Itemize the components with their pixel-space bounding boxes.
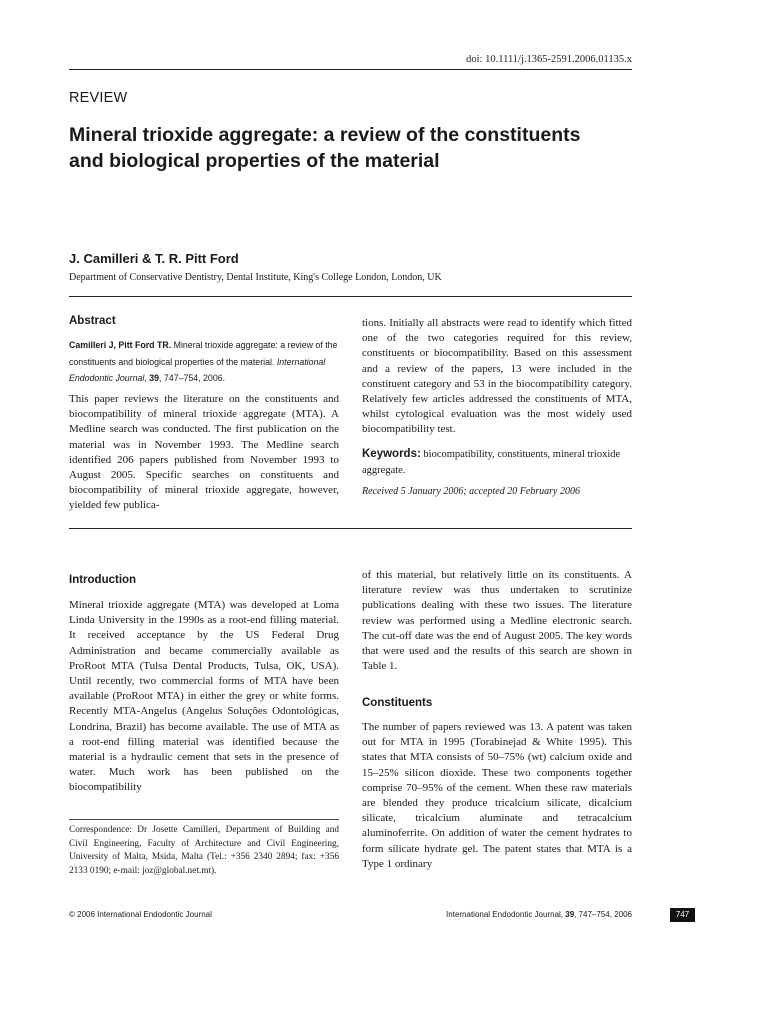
- citation-authors: Camilleri J, Pitt Ford TR.: [69, 340, 172, 350]
- citation-journal: International Endodontic Journal: [69, 356, 326, 383]
- authors: J. Camilleri & T. R. Pitt Ford: [69, 251, 239, 266]
- abstract-top-rule: [69, 296, 632, 297]
- page-number: 747: [670, 908, 695, 922]
- doi: doi: 10.1111/j.1365-2591.2006.01135.x: [466, 54, 632, 65]
- footer-journal: [446, 910, 632, 919]
- article-title: Mineral trioxide aggregate: a review of the constituents and biological properties of the material: [69, 124, 581, 172]
- introduction-text-continued: of this material, but relatively little on its constituents. A literature review was thus undertaken to scrutinize publications dealing with these two issues. The literature review was performed using a Medline electronic search. The cut-off date was the end of August 2005. The key words that were used and the results of this search are shown in Table 1.: [362, 569, 632, 673]
- citation-pages: , 747–754, 2006.: [159, 373, 226, 383]
- footer-volume: 39: [565, 910, 575, 919]
- citation-title: Mineral trioxide aggregate: a review of the constituents and biological properties of the material.: [69, 340, 338, 367]
- introduction-text: Mineral trioxide aggregate (MTA) was developed at Loma Linda University in the 1990s as a root-end filling material. It received acceptance by the US Federal Drug Administration and became commercially available as ProRoot MTA (Tulsa Dental Products, Tulsa, OK, USA). Until recently, two commercial forms of MTA have been available (ProRoot MTA) in either the grey or white forms. Recently MTA-Angelus (Angelus Soluções Odontológicas, Londrina, Brazil) has become available. The use of MTA as a root-end filling material was identified because the material is a hydraulic cement that sets in the presence of water. Much work has been published on the biocompatibility: [69, 599, 339, 794]
- footer-journal-name: International Endodontic Journal,: [446, 910, 564, 919]
- header-rule: [69, 69, 632, 70]
- introduction-heading: Introduction: [69, 574, 137, 586]
- correspondence: Correspondence: Dr Josette Camilleri, Department of Building and Civil Engineering, Faculty of Architecture and Civil Engineering, University of Malta, Msida, Malta (Tel.: +356 2340 2894; fax: +356 2133 0190; e-mail: joz@global.net.mt).: [69, 825, 339, 876]
- constituents-heading: Constituents: [362, 697, 433, 709]
- abstract-text-right: tions. Initially all abstracts were read to identify which fitted one of the two categories required for this review, constituents or biocompatibility. Based on this assessment and a review of the papers, 13 were included in the constituent category and 53 in the biocompatibility category. Relatively few articles addressed the constituents of MTA, whilst cytological evaluation was the most widely used biocompatibility test.: [362, 317, 632, 436]
- abstract-heading: Abstract: [69, 315, 116, 327]
- abstract-bottom-rule: [69, 528, 632, 529]
- received-dates: Received 5 January 2006; accepted 20 February 2006: [362, 486, 580, 497]
- keywords: [362, 446, 632, 479]
- affiliation: Department of Conservative Dentistry, Dental Institute, King's College London, London, UK: [69, 272, 442, 283]
- footer-pages: , 747–754, 2006: [574, 910, 632, 919]
- section-label: REVIEW: [69, 90, 128, 106]
- keywords-label: Keywords:: [362, 448, 421, 460]
- citation: Camilleri J, Pitt Ford TR. Mineral trioxide aggregate: a review of the constituents and biological properties of the material. International Endodontic Journal, 39, 747–754, 2006.: [69, 340, 338, 383]
- keywords-list: biocompatibility, constituents, mineral trioxide aggregate.: [362, 449, 621, 476]
- constituents-text: The number of papers reviewed was 13. A patent was taken out for MTA in 1995 (Torabinejad & White 1995). This states that MTA consists of 50–75% (wt) calcium oxide and 15–25% silicon dioxide. These two components together comprise 70–95% of the cement. When these raw materials are blended they produce tricalcium silicate, dicalcium silicate, tricalcium aluminate and tetracalcium aluminoferrite. On addition of water the cement hydrates to form silicate hydrate gel. The patent states that MTA is a Type 1 ordinary: [362, 721, 632, 870]
- footer-copyright: © 2006 International Endodontic Journal: [69, 910, 212, 919]
- citation-volume: 39: [149, 373, 160, 383]
- abstract-text-left: This paper reviews the literature on the constituents and biocompatibility of mineral trioxide aggregate (MTA). A Medline search was conducted. The first publication on the material was in November 1993. The Medline search identified 206 papers published from November 1993 to August 2005. Specific searches on constituents and biocompatibility of mineral trioxide aggregate, however, yielded few publica-: [69, 393, 339, 512]
- correspondence-rule: [69, 819, 339, 820]
